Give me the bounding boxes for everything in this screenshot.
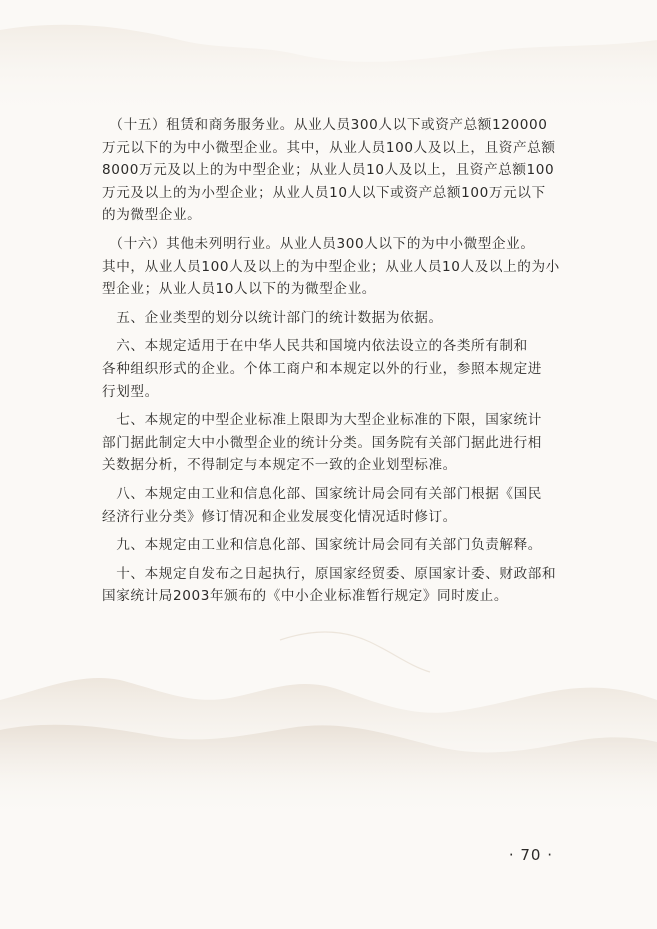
paragraph (102, 409, 557, 477)
text-line: 七、本规定的中型企业标准上限即为大型企业标准的下限，国家统计 (102, 412, 543, 429)
text-line: 关数据分析，不得制定与本规定不一致的企业划型标准。 (102, 457, 457, 474)
text-line: 部门据此制定大中小微型企业的统计分类。国务院有关部门据此进行相 (102, 434, 543, 451)
paragraph (102, 335, 557, 403)
text-line: 九、本规定由工业和信息化部、国家统计局会同有关部门负责解释。 (102, 537, 543, 554)
text-line: 六、本规定适用于在中华人民共和国境内依法设立的各类所有制和 (102, 338, 528, 355)
paragraph (102, 563, 557, 608)
text-line: 八、本规定由工业和信息化部、国家统计局会同有关部门根据《国民 (102, 485, 543, 502)
text-line: 各种组织形式的企业。个体工商户和本规定以外的行业，参照本规定进 (102, 360, 543, 377)
text-line: 行划型。 (102, 383, 159, 400)
text-line: 的为微型企业。 (102, 207, 202, 224)
text-line: 五、企业类型的划分以统计部门的统计数据为依据。 (102, 309, 443, 326)
page-number: · 70 · (508, 846, 553, 864)
paragraph (102, 114, 557, 227)
text-line: 型企业；从业人员10人以下的为微型企业。 (102, 281, 376, 298)
text-line: 经济行业分类》修订情况和企业发展变化情况适时修订。 (102, 508, 457, 525)
text-line: （十六）其他未列明行业。从业人员300人以下的为中小微型企业。 (102, 235, 535, 252)
paragraph (102, 307, 557, 330)
text-line: 8000万元及以上的为中型企业；从业人员10人及以上，且资产总额100 (102, 162, 555, 179)
text-line: 十、本规定自发布之日起执行，原国家经贸委、原国家计委、财政部和 (102, 565, 557, 582)
text-line: （十五）租赁和商务服务业。从业人员300人以下或资产总额120000 (102, 117, 548, 133)
text-line: 万元以下的为中小微型企业。其中，从业人员100人及以上，且资产总额 (102, 139, 556, 156)
text-line: 国家统计局2003年颁布的《中小企业标准暂行规定》同时废止。 (102, 588, 509, 605)
document-body (102, 114, 560, 614)
paragraph (102, 233, 560, 301)
paragraph (102, 534, 557, 557)
text-line: 其中，从业人员100人及以上的为中型企业；从业人员10人及以上的为小 (102, 258, 560, 275)
text-line: 万元及以上的为小型企业；从业人员10人以下或资产总额100万元以下 (102, 184, 546, 201)
paragraph (102, 483, 557, 528)
